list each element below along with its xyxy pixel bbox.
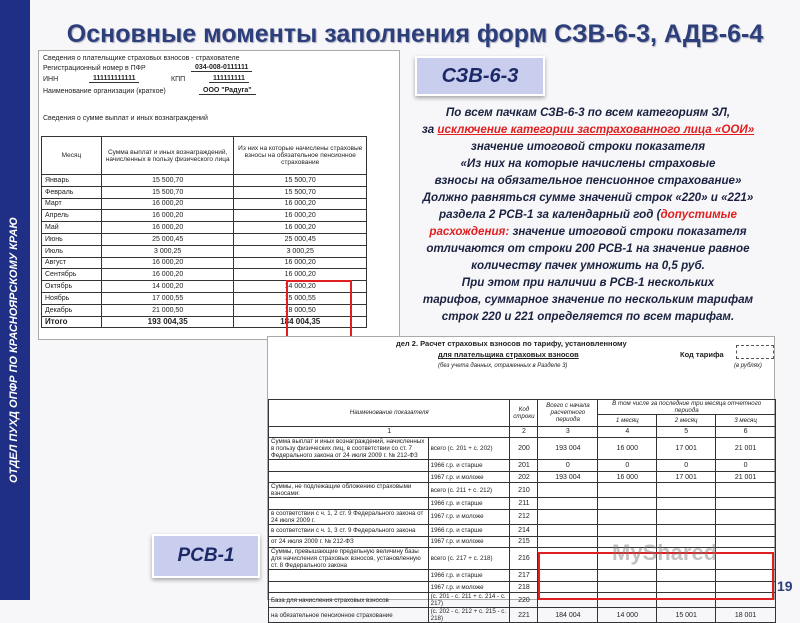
szv-base-cell: 15 500,70 — [234, 186, 367, 198]
rsv-note: (без учета данных, отраженных в Разделе 3) — [438, 363, 568, 369]
rsv-m1-cell — [598, 483, 657, 498]
rsv-code-cell: 220 — [510, 593, 538, 608]
explanation-text — [400, 104, 776, 325]
szv-kpp-label: КПП — [171, 76, 186, 83]
szv-label-badge: СЗВ-6-3 — [415, 56, 545, 96]
rsv-row — [269, 498, 776, 510]
explain-line: взносы на обязательное пенсионное страхование» — [434, 174, 742, 187]
h-name: Наименование показателя — [269, 400, 510, 427]
explain-line: «Из них на которые начислены страховые — [460, 157, 716, 170]
rsv-code-cell: 221 — [510, 608, 538, 623]
h-m2: 2 месяц — [657, 415, 716, 427]
colnum: 1 — [269, 426, 510, 438]
rsv-row — [269, 438, 776, 460]
szv-month-cell: Октябрь — [42, 281, 102, 293]
rsv-name-cell — [269, 570, 429, 582]
rsv-name-cell: от 24 июля 2009 г. № 212-ФЗ — [269, 536, 429, 548]
rsv-total-cell — [538, 524, 598, 536]
rsv-m3-cell: 18 001 — [716, 608, 776, 623]
rsv-m2-cell: 17 001 — [657, 471, 716, 483]
rsv-m2-cell — [657, 509, 716, 524]
explain-line: значение итоговой строки показателя — [470, 140, 706, 153]
colnum: 2 — [510, 426, 538, 438]
explain-line: количеству пачек умножить на 0,5 руб. — [471, 259, 705, 272]
rsv-sub-cell: 1966 г.р. и старше — [428, 524, 510, 536]
szv-month-cell: Сентябрь — [42, 269, 102, 281]
szv-base-cell: 14 000,20 — [234, 281, 367, 293]
rsv-code-cell: 200 — [510, 438, 538, 460]
rsv-m3-cell — [716, 524, 776, 536]
rsv-m1-cell — [598, 509, 657, 524]
h-m1: 1 месяц — [598, 415, 657, 427]
rsv-code-cell: 212 — [510, 509, 538, 524]
szv-highlight-box — [286, 280, 352, 338]
rsv-m1-cell: 16 000 — [598, 471, 657, 483]
szv-month-cell: Июнь — [42, 233, 102, 245]
rsv-row — [269, 471, 776, 483]
rsv-sub-cell: 1967 г.р. и моложе — [428, 509, 510, 524]
szv-base-cell: 16 000,20 — [234, 222, 367, 234]
rsv-total-cell — [538, 536, 598, 548]
rsv-m1-cell: 16 000 — [598, 438, 657, 460]
rsv-unit: (в рублях) — [734, 363, 762, 369]
total-base: 184 004,35 — [234, 316, 367, 328]
rsv-m2-cell: 17 001 — [657, 438, 716, 460]
rsv-m1-cell — [598, 524, 657, 536]
szv-sum-cell: 3 000,25 — [101, 245, 234, 257]
explain-line: отличаются от строки 200 РСВ-1 на значение равное — [426, 242, 750, 255]
szv-base-cell: 15 500,70 — [234, 175, 367, 187]
rsv-m2-cell — [657, 483, 716, 498]
rsv-tariff-label: Код тарифа — [680, 350, 724, 359]
rsv-code-cell: 216 — [510, 548, 538, 570]
rsv-sub-cell: всего (с. 211 + с. 212) — [428, 483, 510, 498]
total-sum: 193 004,35 — [101, 316, 234, 328]
explain-red-text: расхождения: — [429, 225, 510, 238]
rsv-code-cell: 202 — [510, 471, 538, 483]
szv-base-cell: 16 000,20 — [234, 257, 367, 269]
sidebar — [0, 0, 30, 600]
rsv-code-cell: 211 — [510, 498, 538, 510]
total-label: Итого — [42, 316, 102, 328]
h-code: Код строки — [510, 400, 538, 427]
szv-base-cell: 25 000,45 — [234, 233, 367, 245]
szv-sum-cell: 15 500,70 — [101, 175, 234, 187]
rsv-sub-cell: 1967 г.р. и моложе — [428, 581, 510, 593]
col-month: Месяц — [42, 137, 102, 175]
rsv-row — [269, 460, 776, 472]
szv-reg-label: Регистрационный номер в ПФР — [43, 65, 146, 72]
szv-sum-cell: 15 500,70 — [101, 186, 234, 198]
szv-row — [42, 245, 367, 257]
szv-row — [42, 233, 367, 245]
szv-sum-cell: 16 000,20 — [101, 210, 234, 222]
rsv-m3-cell: 21 001 — [716, 438, 776, 460]
rsv-sub-cell: 1967 г.р. и моложе — [428, 471, 510, 483]
h-total: Всего с начала расчетного периода — [538, 400, 598, 427]
szv-row — [42, 269, 367, 281]
rsv-code-cell: 210 — [510, 483, 538, 498]
szv-base-cell: 16 000,20 — [234, 269, 367, 281]
rsv-total-cell: 184 004 — [538, 608, 598, 623]
szv-base-cell: 15 000,55 — [234, 292, 367, 304]
rsv-name-cell — [269, 460, 429, 472]
rsv-sub-cell: (с. 202 - с. 212 + с. 215 - с. 218) — [428, 608, 510, 623]
rsv-name-cell: на обязательное пенсионное страхование — [269, 608, 429, 623]
explain-line: раздела 2 РСВ-1 за календарный год (допустимые — [439, 208, 737, 221]
rsv-name-cell: Сумма выплат и иных вознаграждений, начисленных в пользу физических лиц, в соответствии со ст. 7 Федерального закона от 24 июля 2009 г. № 212-ФЗ — [269, 438, 429, 460]
szv-sums-label: Сведения о сумме выплат и иных вознаграждений — [43, 115, 208, 122]
rsv-name-cell: Суммы, превышающие предельную величину базы для начисления страховых взносов, установленную ст. 8 Федерального закона — [269, 548, 429, 570]
explain-line: По всем пачкам СЗВ-6-3 по всем категориям ЗЛ, — [445, 106, 731, 119]
szv-month-cell: Март — [42, 198, 102, 210]
rsv-m1-cell — [598, 498, 657, 510]
rsv-code-cell: 218 — [510, 581, 538, 593]
rsv-m1-cell: 0 — [598, 460, 657, 472]
page-title: Основные моменты заполнения форм СЗВ-6-3, АДВ-6-4 — [66, 20, 764, 48]
szv-sum-cell: 16 000,20 — [101, 269, 234, 281]
rsv-total-cell: 0 — [538, 460, 598, 472]
explain-line: При этом при наличии в РСВ-1 нескольких — [461, 276, 715, 289]
szv-inn-label: ИНН — [43, 76, 59, 83]
rsv-name-cell — [269, 581, 429, 593]
rsv-sub-cell: 1967 г.р. и моложе — [428, 536, 510, 548]
szv-row — [42, 186, 367, 198]
colnum: 6 — [716, 426, 776, 438]
szv-month-cell: Ноябрь — [42, 292, 102, 304]
explain-red-text: исключение категории застрахованного лица «ООИ» — [437, 123, 755, 136]
rsv-m2-cell — [657, 498, 716, 510]
szv-sum-cell: 16 000,20 — [101, 222, 234, 234]
szv-month-cell: Июль — [42, 245, 102, 257]
rsv-section-title: дел 2. Расчет страховых взносов по тарифу, установленному — [396, 339, 627, 348]
rsv-sub-cell: 1966 г.р. и старше — [428, 460, 510, 472]
rsv-m2-cell — [657, 524, 716, 536]
rsv-m3-cell — [716, 483, 776, 498]
rsv-name-cell: Суммы, не подлежащие обложению страховыми взносами: — [269, 483, 429, 498]
szv-sum-cell: 16 000,20 — [101, 257, 234, 269]
szv-month-cell: Февраль — [42, 186, 102, 198]
rsv-code-cell: 217 — [510, 570, 538, 582]
rsv-label-badge: РСВ-1 — [152, 534, 260, 578]
szv-row — [42, 198, 367, 210]
rsv-name-cell: в соответствии с ч. 1, 2 ст. 9 Федерального закона от 24 июля 2009 г. — [269, 509, 429, 524]
rsv-total-cell — [538, 509, 598, 524]
rsv-sub-cell: всего (с. 217 + с. 218) — [428, 548, 510, 570]
rsv-m3-cell — [716, 509, 776, 524]
rsv-m3-cell — [716, 536, 776, 548]
szv-row — [42, 210, 367, 222]
rsv-m3-cell: 21 001 — [716, 471, 776, 483]
explain-line: расхождения: значение итоговой строки показателя — [429, 225, 747, 238]
rsv-m3-cell — [716, 498, 776, 510]
rsv-m2-cell: 15 001 — [657, 608, 716, 623]
rsv-total-cell — [538, 483, 598, 498]
szv-month-cell: Апрель — [42, 210, 102, 222]
rsv-section-title2: для плательщика страховых взносов — [438, 350, 579, 359]
szv-month-cell: Январь — [42, 175, 102, 187]
page-number: 19 — [777, 578, 793, 594]
sidebar-text: ОТДЕЛ ПУХД ОПФР ПО КРАСНОЯРСКОМУ КРАЮ — [8, 217, 20, 483]
rsv-sub-cell: всего (с. 201 + с. 202) — [428, 438, 510, 460]
rsv-name-cell — [269, 498, 429, 510]
rsv-row — [269, 483, 776, 498]
watermark: MyShared — [612, 540, 718, 565]
explain-line: строк 220 и 221 определяется по всем тарифам. — [441, 310, 735, 323]
rsv-m2-cell: 0 — [657, 460, 716, 472]
szv-kpp-value: 111111111 — [209, 75, 249, 83]
rsv-code-cell: 215 — [510, 536, 538, 548]
szv-base-cell: 16 000,20 — [234, 198, 367, 210]
colnum: 5 — [657, 426, 716, 438]
explain-red-text: допустимые — [660, 208, 737, 221]
szv-row — [42, 222, 367, 234]
rsv-sub-cell: 1966 г.р. и старше — [428, 570, 510, 582]
explain-line: Должно равняться сумме значений строк «220» и «221» — [422, 191, 754, 204]
szv-base-cell: 16 000,20 — [234, 210, 367, 222]
colnum: 3 — [538, 426, 598, 438]
rsv-name-cell — [269, 471, 429, 483]
szv-month-cell: Май — [42, 222, 102, 234]
szv-sum-cell: 21 000,50 — [101, 304, 234, 316]
szv-reg-value: 034-008-0111111 — [191, 64, 252, 72]
szv-inn-value: 111111111111 — [89, 75, 139, 83]
rsv-name-cell: База для начисления страховых взносов — [269, 593, 429, 608]
rsv-code-cell: 201 — [510, 460, 538, 472]
rsv-code-cell: 214 — [510, 524, 538, 536]
rsv-total-cell: 193 004 — [538, 471, 598, 483]
rsv-row — [269, 608, 776, 623]
szv-month-cell: Декабрь — [42, 304, 102, 316]
szv-base-cell: 3 000,25 — [234, 245, 367, 257]
rsv-sub-cell: (с. 201 - с. 211 + с. 214 - с. 217) — [428, 593, 510, 608]
rsv-sub-cell: 1966 г.р. и старше — [428, 498, 510, 510]
col-base: Из них на которые начислены страховые взносы на обязательное пенсионное страхование — [234, 137, 367, 175]
rsv-m1-cell: 14 000 — [598, 608, 657, 623]
szv-month-cell: Август — [42, 257, 102, 269]
szv-sum-cell: 25 000,45 — [101, 233, 234, 245]
szv-row — [42, 175, 367, 187]
szv-org-value: ООО "Радуга" — [199, 87, 256, 95]
col-sum: Сумма выплат и иных вознаграждений, начисленных в пользу физического лица — [101, 137, 234, 175]
rsv-name-cell: в соответствии с ч. 1, 3 ст. 9 Федерального закона — [269, 524, 429, 536]
colnum: 4 — [598, 426, 657, 438]
explain-line: тарифов, суммарное значение по нескольким тарифам — [422, 293, 754, 306]
szv-base-cell: 18 000,50 — [234, 304, 367, 316]
rsv-total-cell — [538, 498, 598, 510]
tariff-code-boxes — [736, 345, 774, 359]
szv-org-label: Наименование организации (краткое) — [43, 88, 166, 95]
explain-line: за исключение категории застрахованного лица «ООИ» — [421, 123, 755, 136]
rsv-m3-cell: 0 — [716, 460, 776, 472]
rsv-total-cell: 193 004 — [538, 438, 598, 460]
h-m3: 3 месяц — [716, 415, 776, 427]
rsv-row — [269, 524, 776, 536]
szv-sum-cell: 17 000,55 — [101, 292, 234, 304]
rsv-row — [269, 509, 776, 524]
szv-sum-cell: 14 000,20 — [101, 281, 234, 293]
szv-row — [42, 257, 367, 269]
szv-sum-cell: 16 000,20 — [101, 198, 234, 210]
szv-header: Сведения о плательщике страховых взносов - страхователе — [43, 55, 240, 62]
h-last3: В том числе за последние три месяца отчетного периода — [598, 400, 776, 415]
